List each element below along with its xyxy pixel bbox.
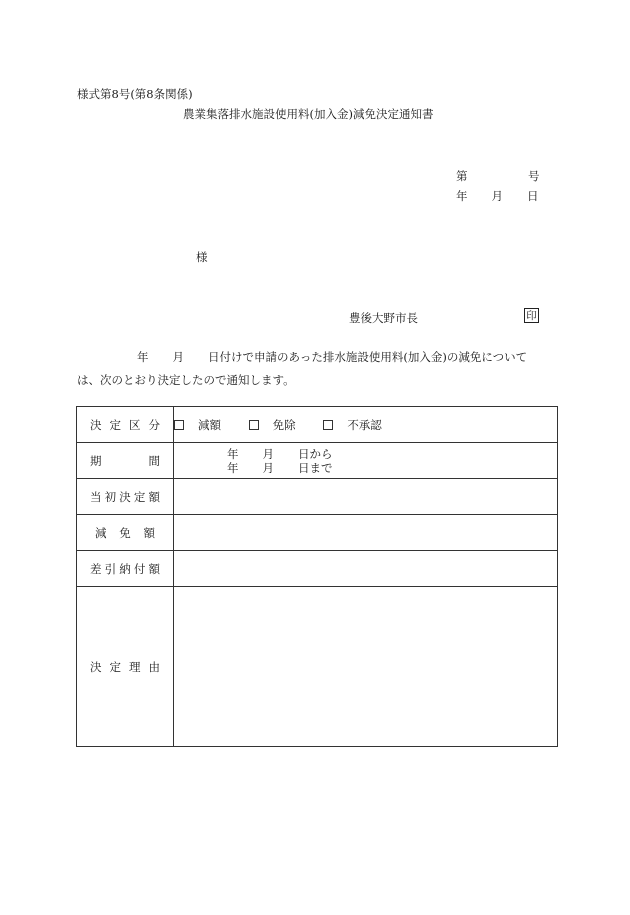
- body-line-1: [77, 350, 527, 365]
- period-to: 年 月 日まで: [227, 460, 333, 475]
- period-value[interactable]: [174, 443, 558, 479]
- body-month: 月: [172, 350, 184, 364]
- net-payment-label: 差引納付額: [77, 551, 174, 587]
- body-line-2: は、次のとおり決定したので通知します。: [77, 373, 295, 387]
- checkbox-icon[interactable]: [323, 420, 333, 430]
- issue-date-year: 年: [456, 189, 468, 203]
- net-payment-value[interactable]: [174, 551, 558, 587]
- period-from: 年 月 日から: [227, 446, 333, 461]
- checkbox-icon[interactable]: [174, 420, 184, 430]
- initial-amount-value[interactable]: [174, 479, 558, 515]
- row-net-payment: [77, 551, 558, 587]
- issue-date-day: 日: [527, 189, 539, 203]
- row-reason: [77, 587, 558, 747]
- decision-table: [76, 406, 558, 747]
- initial-amount-label: 当初決定額: [77, 479, 174, 515]
- row-reduction-amount: [77, 515, 558, 551]
- issue-date: [456, 189, 539, 204]
- document-title: 農業集落排水施設使用料(加入金)減免決定通知書: [183, 107, 434, 121]
- period-label: 期間: [77, 443, 174, 479]
- reference-number-suffix: 号: [528, 169, 540, 183]
- checkbox-icon[interactable]: [249, 420, 259, 430]
- seal-box: 印: [524, 308, 539, 323]
- recipient-honorific: 様: [196, 250, 208, 264]
- decision-type-options: [174, 407, 558, 443]
- reason-value[interactable]: [174, 587, 558, 747]
- option-reduction[interactable]: 減額: [174, 417, 221, 433]
- row-period: [77, 443, 558, 479]
- row-decision-type: [77, 407, 558, 443]
- issue-date-month: 月: [491, 189, 503, 203]
- body-line-1-text: 日付けで申請のあった排水施設使用料(加入金)の減免について: [208, 350, 528, 364]
- reference-number-prefix: 第: [456, 169, 468, 183]
- reduction-amount-label: 減免額: [77, 515, 174, 551]
- body-year: 年: [137, 350, 149, 364]
- issuer-name: 豊後大野市長: [349, 311, 418, 325]
- form-number: 様式第8号(第8条関係): [77, 87, 193, 101]
- option-exemption[interactable]: 免除: [249, 417, 296, 433]
- decision-type-label: 決定区分: [77, 407, 174, 443]
- reason-label: 決定理由: [77, 587, 174, 747]
- reduction-amount-value[interactable]: [174, 515, 558, 551]
- option-disapproval[interactable]: 不承認: [323, 417, 382, 433]
- row-initial-amount: [77, 479, 558, 515]
